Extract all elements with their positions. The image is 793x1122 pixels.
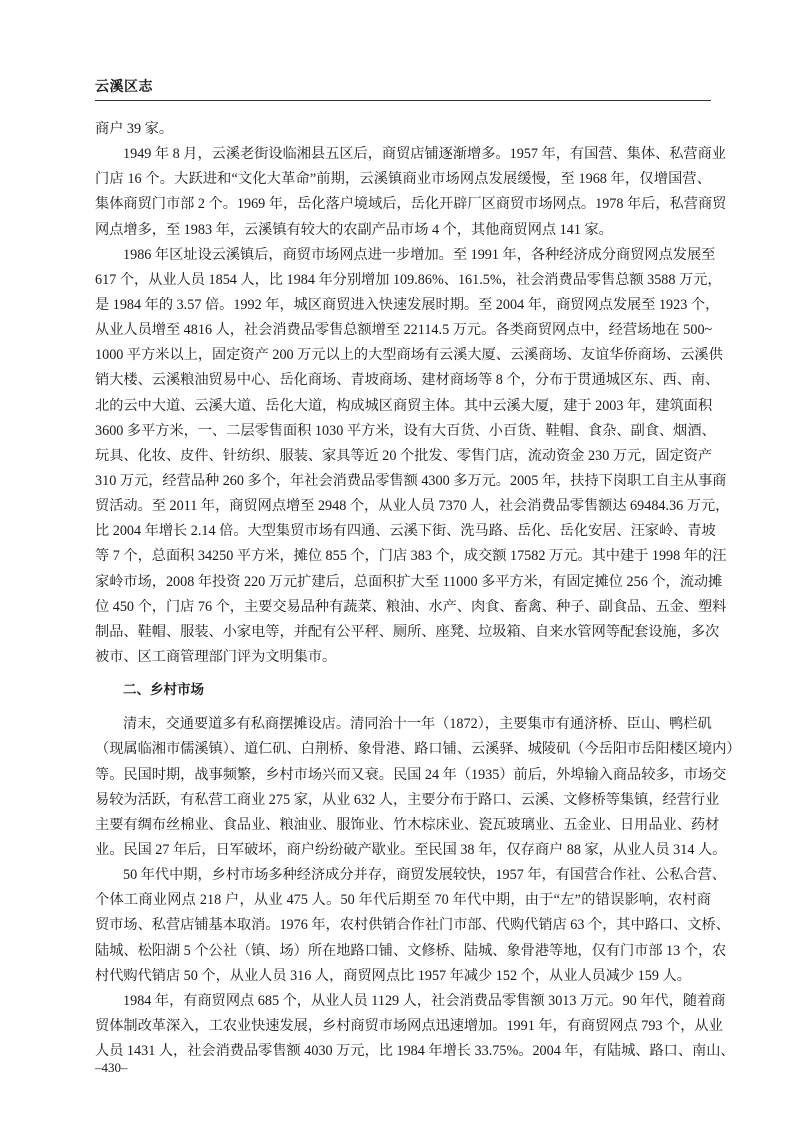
section-heading: 二、乡村市场	[123, 682, 204, 699]
text-line: 617 个，从业人员 1854 人，比 1984 年分别增加 109.86%、161.5%，社会消费品零售总额 3588 万元，	[95, 271, 722, 288]
text-line: 家岭市场，2008 年投资 220 万元扩建后，总面积扩大至 11000 多平方米，有固定摊位 256 个，流动摊	[95, 573, 723, 590]
text-line: 被市、区工商管理部门评为文明集市。	[95, 648, 337, 665]
text-line: 陆城、松阳湖 5 个公社（镇、场）所在地路口铺、文修桥、陆城、象骨港等地，仅有门市部 13 个，农	[95, 942, 727, 959]
text-line: 贸市场、私营店铺基本取消。1976 年，农村供销合作社门市部、代购代销店 63 个，其中路口、文桥、	[95, 917, 730, 934]
text-line: 位 450 个，门店 76 个，主要交易品种有蔬菜、粮油、水产、肉食、畜禽、种子、副食品、五金、塑料	[95, 598, 727, 615]
text-line: 业。民国 27 年后，日军破坏，商户纷纷破产歇业。至民国 38 年，仅存商户 88 家，从业人员 314 人。	[95, 841, 727, 858]
running-head-title: 云溪区志	[95, 79, 153, 95]
text-line: 比 2004 年增长 2.14 倍。大型集贸市场有四通、云溪下街、洗马路、岳化、岳化安居、汪家岭、青坡	[95, 523, 716, 540]
text-line: 1949 年 8 月，云溪老街设临湘县五区后，商贸店铺逐渐增多。1957 年，有国营、集体、私营商业	[123, 146, 726, 163]
text-line: 门店 16 个。大跃进和“文化大革命”前期，云溪镇商业市场网点发展缓慢，至 1968 年，仅增国营、	[95, 171, 711, 188]
text-line: 等 7 个，总面积 34250 平方米，摊位 855 个，门店 383 个，成交额 17582 万元。其中建于 1998 年的汪	[95, 548, 727, 565]
text-line: 50 年代中期，乡村市场多种经济成分并存，商贸发展较快，1957 年，有国营合作社、公私合营、	[123, 867, 726, 884]
text-line: 清末，交通要道多有私商摆摊设店。清同治十一年（1872），主要集市有通济桥、臣山、鸭栏矶	[123, 716, 712, 733]
text-line: 1986 年区址设云溪镇后，商贸市场网点进一步增加。至 1991 年，各种经济成分商贸网点发展至	[123, 246, 716, 263]
page-body	[95, 117, 741, 1064]
text-line: 玩具、化妆、皮件、针纺织、服装、家具等近 20 个批发、零售门店，流动资金 230 万元，固定资产	[95, 447, 713, 464]
text-line: 人员 1431 人，社会消费品零售额 4030 万元，比 1984 年增长 33.75%。2004 年，有陆城、路口、南山、	[95, 1043, 735, 1060]
text-line: 集体商贸门市部 2 个。1969 年，岳化落户境域后，岳化开辟厂区商贸市场网点。1978 年后，私营商贸	[95, 196, 727, 213]
text-line: 1000 平方米以上，固定资产 200 万元以上的大型商场有云溪大厦、云溪商场、友谊华侨商场、云溪供	[95, 347, 723, 364]
text-line: 等。民国时期，战事频繁，乡村市场兴而又衰。民国 24 年（1935）前后，外埠输入商品较多，市场交	[95, 766, 727, 783]
text-line: 从业人员增至 4816 人，社会消费品零售总额增至 22114.5 万元。各类商贸网点中，经营场地在 500~	[95, 322, 713, 339]
text-line: 主要有绸布丝棉业、食品业、粮油业、服饰业、竹木棕床业、瓷瓦玻璃业、五金业、日用品业、药材	[95, 816, 720, 833]
paragraph	[95, 712, 741, 863]
paragraph	[95, 142, 727, 243]
text-line: 制品、鞋帽、服装、小家电等，并配有公平秤、厕所、座凳、垃圾箱、自来水管网等配套设施，多次	[95, 623, 720, 640]
text-line: 易较为活跃，有私营工商业 275 家，从业 632 人，主要分布于路口、云溪、文修桥等集镇，经营行业	[95, 791, 720, 808]
text-line: 商户 39 家。	[95, 121, 174, 137]
text-line: （现属临湘市儒溪镇）、道仁矶、白荆桥、象骨港、路口铺、云溪驿、城陵矶（今岳阳市岳阳楼区境内）	[95, 741, 741, 758]
paragraph	[95, 243, 730, 670]
text-line: 贸活动。至 2011 年，商贸网点增至 2948 个，从业人员 7370 人，社会消费品零售额达 69484.36 万元，	[95, 498, 730, 515]
text-line: 网点增多，至 1983 年，云溪镇有较大的农副产品市场 4 个，其他商贸网点 141 家。	[95, 221, 613, 238]
paragraph	[95, 117, 711, 142]
text-line: 销大楼、云溪粮油贸易中心、岳化商场、青坡商场、建材商场等 8 个，分布于贯通城区东、西、南、	[95, 372, 720, 389]
paragraph	[95, 863, 730, 989]
text-line: 310 万元，经营品种 260 多个，年社会消费品零售额 4300 多万元。2005 年，扶持下岗职工自主从事商	[95, 472, 727, 489]
text-line: 北的云中大道、云溪大道、岳化大道，构成城区商贸主体。其中云溪大厦，建于 2003 年，建筑面积	[95, 397, 713, 414]
text-line: 1984 年，有商贸网点 685 个，从业人员 1129 人，社会消费品零售额 3013 万元。90 年代，随着商	[123, 992, 726, 1009]
text-line: 贸体制改革深入，工农业快速发展，乡村商贸市场网点迅速增加。1991 年，有商贸网点 793 个，从业	[95, 1017, 723, 1034]
paragraph	[95, 989, 735, 1064]
page-number: –430–	[95, 1060, 128, 1075]
header-rule	[95, 100, 711, 101]
text-line: 3600 多平方米，一、二层零售面积 1030 平方米，设有大百货、小百货、鞋帽、食杂、副食、烟酒、	[95, 422, 716, 439]
text-line: 是 1984 年的 3.57 倍。1992 年，城区商贸进入快速发展时期。至 2004 年，商贸网点发展至 1923 个，	[95, 296, 720, 313]
text-line: 个体工商业网点 218 户，从业 475 人。50 年代后期至 70 年代中期，由于“左”的错误影响，农村商	[95, 892, 711, 909]
text-line: 村代购代销店 50 个，从业人员 316 人，商贸网点比 1957 年减少 152 个，从业人员减少 159 人。	[95, 967, 691, 984]
